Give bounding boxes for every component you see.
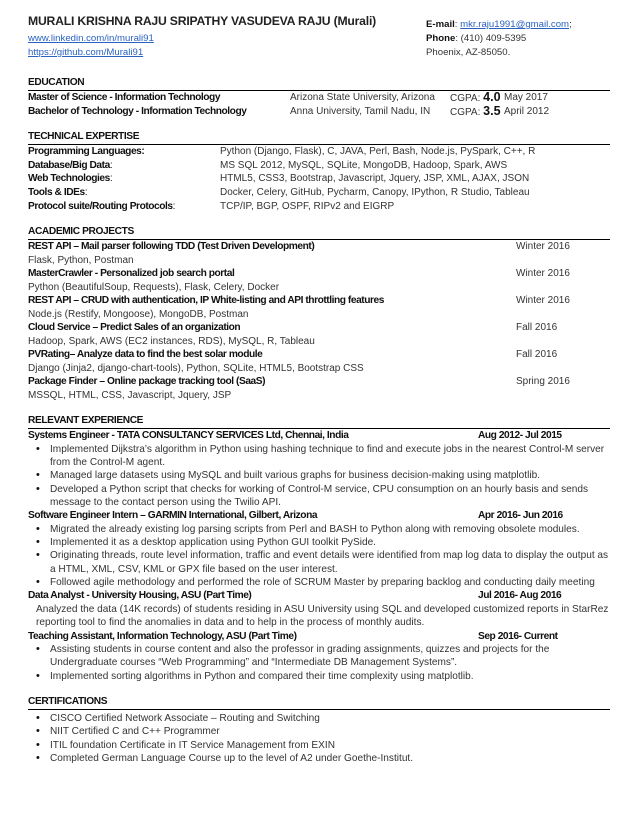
project-tech: MSSQL, HTML, CSS, Javascript, Jquery, JSP (28, 389, 232, 401)
project-title: PVRating– Analyze data to find the best solar module (28, 349, 263, 361)
job-title: Teaching Assistant, Information Technology, ASU (Part Time) (28, 630, 297, 642)
resume-header (28, 14, 610, 76)
degree: Master of Science - Information Technology (28, 92, 221, 103)
project-tech: Flask, Python, Postman (28, 254, 134, 266)
skill-row (28, 145, 610, 159)
job-title-row (28, 509, 610, 523)
project-title-row (28, 348, 610, 362)
skill-row (28, 186, 610, 200)
job-title: Software Engineer Intern – GARMIN International, Gilbert, Arizona (28, 510, 318, 522)
project-title: Package Finder – Online package tracking tool (SaaS) (28, 376, 266, 388)
skill-value: TCP/IP, BGP, OSPF, RIPv2 and EIGRP (220, 200, 395, 212)
list-item: • Implemented sorting algorithms in Python and compared their time complexity using matplotlib. (28, 670, 610, 683)
github-link[interactable]: https://github.com/Murali91 (28, 47, 144, 58)
skill-label: Protocol suite/Routing Protocols (28, 200, 173, 212)
list-item: • Implemented it as a desktop application using Python GUI toolkit PySide. (28, 536, 610, 549)
skill-label: Tools & IDEs (28, 186, 85, 198)
project-title-row (28, 375, 610, 389)
resume-page (28, 14, 610, 765)
list-item: • Implemented Dijkstra’s algorithm in Python using hashing technique to find and execute jobs in the nearest Control-M server from the Control-M agent. (28, 443, 610, 470)
skill-label-suffix: : (172, 200, 176, 212)
list-item: • Managed large datasets using MySQL and built various graphs for business decision-making using matplotlib. (28, 469, 610, 482)
section-title-certifications: CERTIFICATIONS (28, 695, 610, 710)
phone-line (426, 33, 526, 44)
email-line: E-mail: mkr.raju1991@gmail.com; (426, 19, 572, 30)
job-title-row (28, 589, 610, 603)
job-date: Aug 2012- Jul 2015 (478, 430, 562, 442)
project-date: Winter 2016 (516, 241, 570, 253)
cgpa (450, 105, 501, 119)
project-date: Fall 2016 (516, 349, 558, 361)
skill-label: Database/Big Data (28, 159, 110, 171)
phone-number: : (410) 409-5395 (455, 33, 527, 44)
list-item: • Followed agile methodology and performed the role of SCRUM Master by preparing backlog and conducting daily meeting (28, 576, 610, 589)
email-link[interactable]: mkr.raju1991@gmail.com (460, 19, 570, 30)
skill-value: Docker, Celery, GitHub, Pycharm, Canopy, IPython, R Studio, Tableau (220, 186, 530, 198)
skill-value: Python (Django, Flask), C, JAVA, Perl, Bash, Node.js, PySpark, C++, R (220, 146, 536, 158)
project-title: REST API – Mail parser following TDD (Test Driven Development) (28, 241, 315, 253)
project-title: MasterCrawler - Personalized job search portal (28, 268, 235, 280)
skill-label-suffix: : (84, 186, 88, 198)
project-tech: Python (BeautifulSoup, Requests), Flask, Celery, Docker (28, 281, 280, 293)
linkedin-link[interactable]: www.linkedin.com/in/murali91 (28, 33, 154, 44)
degree-date: April 2012 (504, 105, 550, 117)
skill-value: HTML5, CSS3, Bootstrap, Javascript, Jquery, JSP, XML, AJAX, JSON (220, 173, 530, 185)
school: Anna University, Tamil Nadu, IN (290, 105, 431, 117)
phone-label: Phone (426, 33, 456, 44)
degree: Bachelor of Technology - Information Technology (28, 105, 247, 117)
cgpa-value: 4.0 (483, 90, 501, 104)
list-item: • Originating threads, route level information, traffic and event details were identified from map log data to display the output as a HTML, XML, CSV, KML or GPX file based on the user interest. (28, 549, 610, 576)
skill-row (28, 172, 610, 186)
skill-label: Programming Languages: (28, 146, 145, 158)
skill-row (28, 200, 610, 214)
candidate-name: MURALI KRISHNA RAJU SRIPATHY VASUDEVA RAJU (Murali) (28, 14, 376, 28)
list-item: • Completed German Language Course up to the level of A2 under Goethe-Institut. (28, 752, 610, 765)
project-date: Winter 2016 (516, 268, 570, 280)
job-date: Jul 2016- Aug 2016 (478, 590, 562, 602)
project-date: Winter 2016 (516, 295, 570, 307)
skill-label-suffix: : (109, 159, 113, 171)
list-item: • Developed a Python script that checks for working of Control-M service, CPU consumption on an hourly basis and sends message to the contact person using the Twilio API. (28, 483, 610, 510)
section-title-education: EDUCATION (28, 76, 610, 91)
education-row (28, 91, 610, 105)
education-row (28, 105, 610, 119)
email-label: E-mail (426, 19, 455, 30)
job-bullets (28, 643, 610, 683)
job-bullets (28, 443, 610, 509)
project-title-row (28, 267, 610, 281)
job-description: Analyzed the data (14K records) of students residing in ASU University using SQL and developed customized reports in StarRez reporting tool to find the anomalies in data and to help in the process of monthly audits. (36, 603, 609, 629)
job-title-row (28, 429, 610, 443)
project-title-row (28, 321, 610, 335)
cgpa-label: CGPA: (450, 93, 481, 104)
project-title: Cloud Service – Predict Sales of an organization (28, 322, 241, 334)
cgpa-value: 3.5 (483, 103, 501, 118)
school: Arizona State University, Arizona (290, 92, 435, 103)
job-date: Apr 2016- Jun 2016 (478, 510, 563, 522)
project-tech: Django (Jinja2, django-chart-tools), Python, SQLite, HTML5, Bootstrap CSS (28, 362, 364, 374)
skill-value: MS SQL 2012, MySQL, SQLite, MongoDB, Hadoop, Spark, AWS (220, 159, 508, 171)
list-item: • Assisting students in course content and also the professor in grading assignments, quizzes and projects for the Undergraduate courses “Web Programming” and “Intermediate DB Management Systems”. (28, 643, 610, 670)
email-suffix: ; (569, 19, 572, 30)
project-title-row (28, 294, 610, 308)
project-title: REST API – CRUD with authentication, IP White-listing and API throttling features (28, 295, 384, 307)
job-bullets (28, 523, 610, 589)
address: Phoenix, AZ-85050. (426, 47, 511, 58)
skill-row (28, 159, 610, 173)
section-title-skills: TECHNICAL EXPERTISE (28, 130, 610, 145)
degree-date: May 2017 (504, 92, 548, 103)
job-title: Data Analyst - University Housing, ASU (Part Time) (28, 590, 252, 602)
project-date: Fall 2016 (516, 322, 558, 334)
project-tech: Node.js (Restify, Mongoose), MongoDB, Postman (28, 308, 249, 320)
list-item: • Migrated the already existing log parsing scripts from Perl and BASH to Python along with removing obsolete modules. (28, 523, 610, 536)
cgpa-label: CGPA: (450, 106, 481, 118)
list-item: • NIIT Certified C and C++ Programmer (28, 725, 610, 738)
job-title-row (28, 630, 610, 644)
project-tech: Hadoop, Spark, AWS (EC2 instances, RDS), MySQL, R, Tableau (28, 335, 315, 347)
skill-label-suffix: : (109, 173, 113, 185)
section-title-projects: ACADEMIC PROJECTS (28, 225, 610, 240)
certification-list (28, 712, 610, 765)
job-title: Systems Engineer - TATA CONSULTANCY SERVICES Ltd, Chennai, India (28, 430, 349, 442)
section-title-experience: RELEVANT EXPERIENCE (28, 414, 610, 429)
project-title-row (28, 240, 610, 254)
list-item: • CISCO Certified Network Associate – Routing and Switching (28, 712, 610, 725)
list-item: • ITIL foundation Certificate in IT Service Management from EXIN (28, 739, 610, 752)
project-date: Spring 2016 (516, 376, 570, 388)
job-date: Sep 2016- Current (478, 630, 558, 642)
skill-label: Web Technologies (28, 173, 110, 185)
